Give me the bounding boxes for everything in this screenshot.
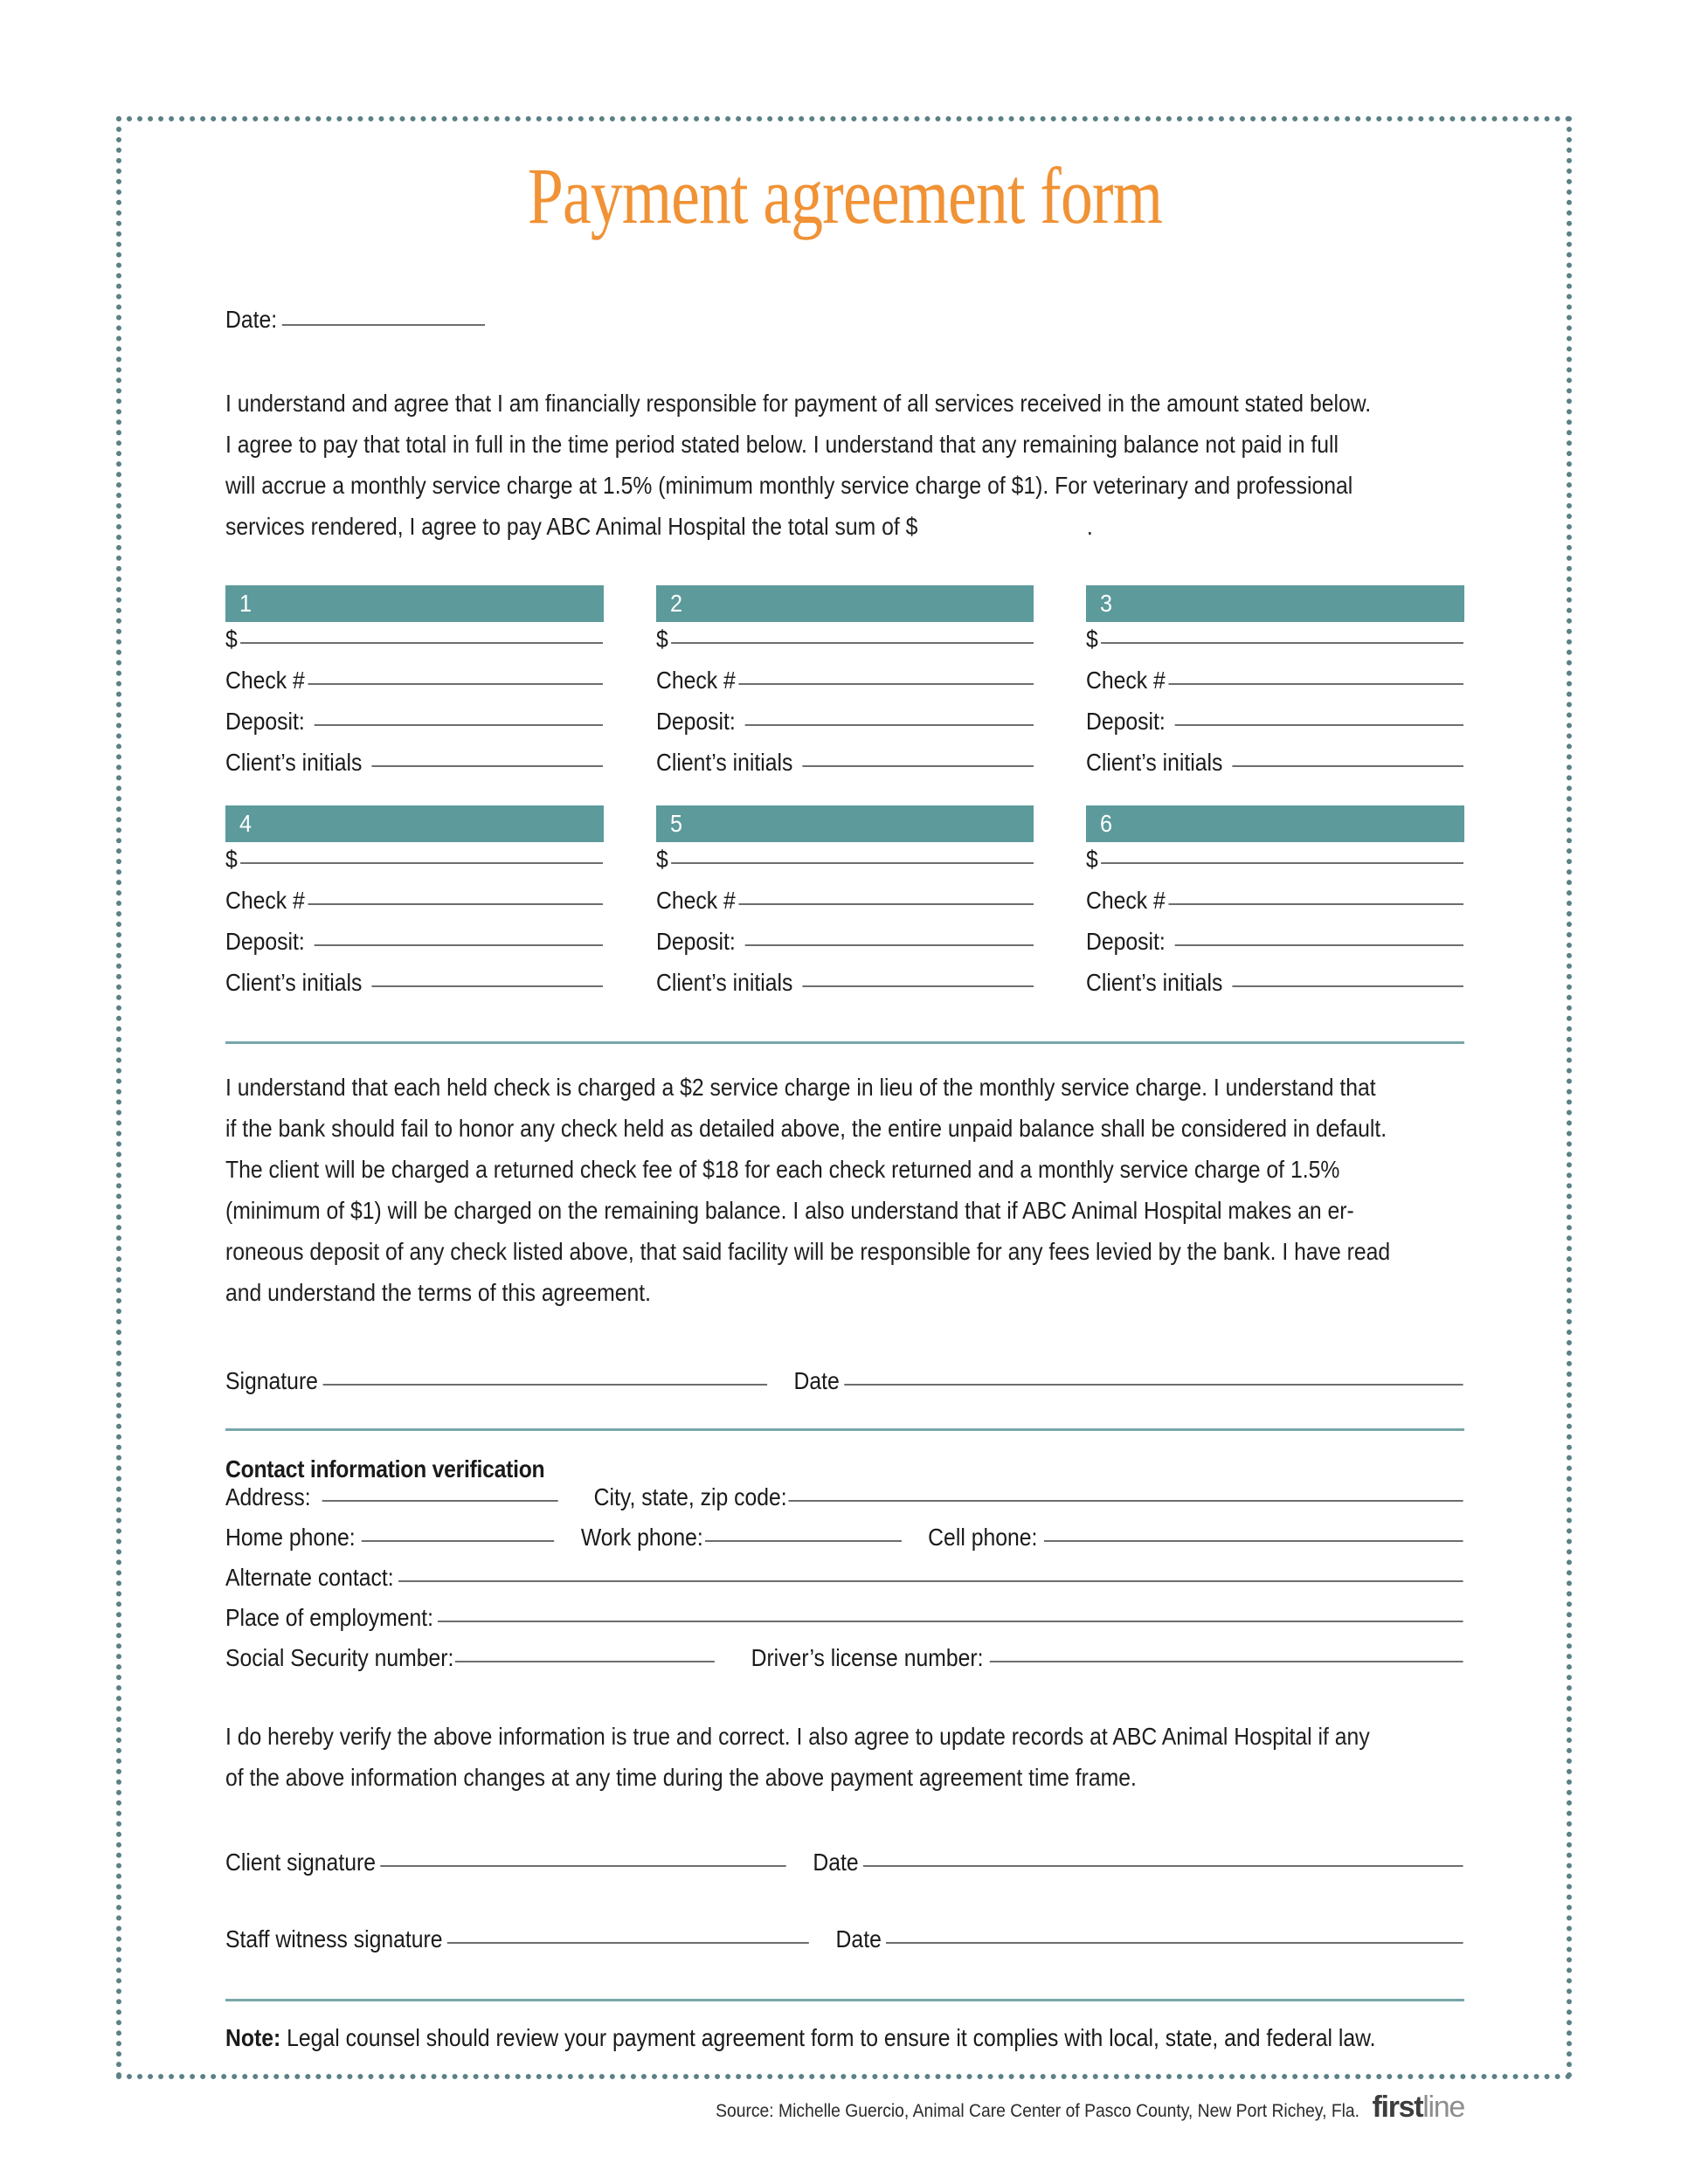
address-label: Address:: [225, 1483, 311, 1510]
deposit-label: Deposit:: [655, 708, 736, 735]
signature-row: [225, 1367, 1463, 1395]
intro-line-3: will accrue a monthly service charge at 1.5% (minimum monthly service charge of $1). For veterinary and professional: [225, 472, 1353, 499]
initials-input-line[interactable]: [1232, 765, 1463, 767]
client-signature-label: Client signature: [225, 1849, 376, 1876]
payment-block: [1086, 805, 1464, 1010]
intro-line-4-post: .: [1086, 513, 1093, 540]
initials-label: Client’s initials: [1086, 969, 1223, 996]
deposit-row: [225, 708, 603, 749]
deposit-input-line[interactable]: [315, 944, 604, 946]
place-of-employment-row: [225, 1604, 1463, 1644]
address-row: [225, 1483, 1463, 1524]
terms-line-5: roneous deposit of any check listed above, that said facility will be responsible for any fees levied by the bank. I have read: [225, 1238, 1391, 1265]
initials-label: Client’s initials: [655, 749, 793, 776]
verify-line-1: I do hereby verify the above information is true and correct. I also agree to update records at ABC Animal Hospital if any: [225, 1723, 1370, 1750]
firstline-logo: [1373, 2092, 1464, 2122]
deposit-input-line[interactable]: [744, 724, 1034, 726]
amount-input-line[interactable]: [1102, 862, 1464, 864]
payment-blocks-grid: [225, 585, 1464, 1010]
cell-phone-label: Cell phone:: [928, 1524, 1038, 1551]
payment-block-header: [656, 585, 1034, 622]
home-phone-label: Home phone:: [225, 1524, 356, 1551]
intro-paragraph: [225, 383, 1463, 547]
work-phone-input-line[interactable]: [705, 1540, 902, 1542]
initials-input-line[interactable]: [371, 985, 603, 987]
intro-line-4: [225, 506, 1463, 547]
alternate-contact-row: [225, 1564, 1463, 1604]
payment-block-header: [656, 805, 1034, 842]
terms-line-6: and understand the terms of this agreement.: [225, 1279, 652, 1306]
deposit-row: [1086, 928, 1463, 969]
signature-date-input-line[interactable]: [844, 1384, 1463, 1386]
check-number-label: Check #: [1086, 667, 1166, 694]
address-input-line[interactable]: [322, 1500, 557, 1502]
deposit-label: Deposit:: [1086, 708, 1166, 735]
drivers-license-label: Driver’s license number:: [751, 1644, 984, 1671]
work-phone-label: Work phone:: [580, 1524, 703, 1551]
terms-line-4: (minimum of $1) will be charged on the remaining balance. I also understand that if ABC Animal Hospital makes an er-: [225, 1197, 1354, 1224]
staff-witness-date-input-line[interactable]: [886, 1942, 1463, 1944]
initials-row: [1086, 749, 1463, 790]
client-date-input-line[interactable]: [863, 1865, 1463, 1867]
check-number-label: Check #: [655, 667, 736, 694]
deposit-row: [225, 928, 603, 969]
amount-input-line[interactable]: [240, 862, 603, 864]
legal-note-text: Legal counsel should review your payment agreement form to ensure it complies with local, state, and federal law.: [280, 2024, 1376, 2051]
payment-block-header: [225, 585, 604, 622]
staff-witness-date-label: Date: [835, 1925, 882, 1952]
payment-amount-row: [225, 846, 603, 887]
payment-block: [656, 805, 1034, 1010]
brand-first: first: [1372, 2091, 1423, 2124]
check-number-input-line[interactable]: [1169, 903, 1464, 905]
initials-row: [225, 969, 603, 1010]
payment-block-header: [1086, 585, 1464, 622]
payment-block-number: 6: [1100, 810, 1113, 837]
deposit-input-line[interactable]: [1175, 944, 1464, 946]
staff-witness-input-line[interactable]: [447, 1942, 809, 1944]
deposit-input-line[interactable]: [1175, 724, 1464, 726]
payment-block-header: [225, 805, 604, 842]
check-number-input-line[interactable]: [308, 903, 603, 905]
amount-label: $: [655, 625, 668, 653]
terms-line-2: if the bank should fail to honor any check held as detailed above, the entire unpaid balance shall be considered in default.: [225, 1115, 1387, 1142]
amount-input-line[interactable]: [240, 642, 603, 644]
client-signature-input-line[interactable]: [380, 1865, 785, 1867]
brand-line: line: [1422, 2091, 1464, 2124]
intro-line-2: I agree to pay that total in full in the time period stated below. I understand that any remaining balance not paid in full: [225, 431, 1339, 458]
date-label: Date:: [225, 306, 278, 333]
city-state-zip-input-line[interactable]: [788, 1500, 1463, 1502]
verify-line-2: of the above information changes at any time during the above payment agreement time frame.: [225, 1764, 1137, 1791]
check-number-row: [225, 667, 603, 708]
amount-label: $: [1086, 846, 1099, 873]
initials-label: Client’s initials: [655, 969, 793, 996]
deposit-label: Deposit:: [225, 708, 305, 735]
home-phone-input-line[interactable]: [362, 1540, 555, 1542]
grid-row-spacer: [225, 790, 604, 805]
page-title: Payment agreement form: [527, 151, 1163, 240]
initials-label: Client’s initials: [225, 749, 363, 776]
ssn-dl-row: [225, 1644, 1463, 1684]
client-signature-row: [225, 1849, 1463, 1876]
intro-line-1: I understand and agree that I am financially responsible for payment of all services received in the amount stated below.: [225, 390, 1372, 417]
payment-amount-row: [1086, 846, 1463, 887]
initials-input-line[interactable]: [802, 765, 1034, 767]
date-field-row: [225, 306, 1463, 334]
place-of-employment-input-line[interactable]: [438, 1621, 1463, 1622]
payment-block-number: 5: [669, 810, 682, 837]
check-number-row: [1086, 667, 1463, 708]
terms-line-3: The client will be charged a returned check fee of $18 for each check returned and a monthly service charge of 1.5%: [225, 1156, 1340, 1183]
document-content: [225, 131, 1464, 2124]
amount-label: $: [225, 625, 238, 653]
initials-row: [656, 969, 1034, 1010]
payment-block: [1086, 585, 1464, 790]
client-date-label: Date: [813, 1849, 859, 1876]
amount-label: $: [1086, 625, 1099, 653]
initials-input-line[interactable]: [1232, 985, 1463, 987]
deposit-row: [1086, 708, 1463, 749]
check-number-row: [656, 667, 1034, 708]
contact-section-heading: Contact information verification: [225, 1455, 545, 1482]
source-attribution: Source: Michelle Guercio, Animal Care Center of Pasco County, New Port Richey, Fla.: [716, 2101, 1360, 2121]
staff-witness-signature-label: Staff witness signature: [225, 1925, 443, 1952]
deposit-label: Deposit:: [655, 928, 736, 955]
social-security-number-label: Social Security number:: [225, 1644, 454, 1671]
deposit-label: Deposit:: [225, 928, 305, 955]
check-number-row: [1086, 887, 1463, 928]
social-security-number-input-line[interactable]: [455, 1661, 715, 1662]
payment-block-number: 3: [1100, 590, 1113, 617]
check-number-label: Check #: [655, 887, 736, 914]
payment-amount-row: [656, 846, 1034, 887]
amount-label: $: [225, 846, 238, 873]
signature-date-label: Date: [793, 1367, 840, 1394]
payment-block: [225, 805, 604, 1010]
deposit-input-line[interactable]: [744, 944, 1034, 946]
terms-paragraph: [225, 1067, 1463, 1313]
drivers-license-input-line[interactable]: [990, 1661, 1463, 1662]
divider-before-contact: [225, 1428, 1464, 1431]
deposit-input-line[interactable]: [315, 724, 604, 726]
amount-input-line[interactable]: [671, 862, 1034, 864]
initials-row: [1086, 969, 1463, 1010]
check-number-input-line[interactable]: [738, 903, 1034, 905]
divider-after-blocks: [225, 1041, 1464, 1044]
verification-paragraph: [225, 1716, 1463, 1798]
check-number-row: [225, 887, 603, 928]
check-number-label: Check #: [225, 667, 305, 694]
check-number-input-line[interactable]: [308, 683, 603, 685]
payment-block-number: 2: [669, 590, 682, 617]
payment-amount-row: [225, 625, 603, 667]
grid-row-spacer: [656, 790, 1034, 805]
initials-label: Client’s initials: [225, 969, 363, 996]
cell-phone-input-line[interactable]: [1044, 1540, 1463, 1542]
initials-input-line[interactable]: [802, 985, 1034, 987]
check-number-label: Check #: [1086, 887, 1166, 914]
place-of-employment-label: Place of employment:: [225, 1604, 433, 1631]
payment-amount-row: [1086, 625, 1463, 667]
payment-amount-row: [656, 625, 1034, 667]
initials-row: [225, 749, 603, 790]
check-number-row: [656, 887, 1034, 928]
intro-line-4-pre: services rendered, I agree to pay ABC Animal Hospital the total sum of $: [225, 513, 918, 540]
divider-before-note: [225, 1999, 1464, 2001]
alternate-contact-input-line[interactable]: [398, 1580, 1463, 1582]
grid-row-spacer: [1086, 790, 1464, 805]
payment-block: [225, 585, 604, 790]
date-blank-line[interactable]: [282, 323, 485, 326]
phones-row: [225, 1524, 1463, 1564]
check-number-input-line[interactable]: [1169, 683, 1464, 685]
amount-label: $: [655, 846, 668, 873]
terms-line-1: I understand that each held check is charged a $2 service charge in lieu of the monthly service charge. I understand that: [225, 1074, 1376, 1101]
signature-input-line[interactable]: [322, 1384, 766, 1386]
legal-note: [225, 2024, 1463, 2052]
amount-input-line[interactable]: [1102, 642, 1464, 644]
footer-row: [225, 2092, 1464, 2122]
signature-label: Signature: [225, 1367, 318, 1394]
initials-label: Client’s initials: [1086, 749, 1223, 776]
staff-witness-signature-row: [225, 1925, 1463, 1953]
amount-input-line[interactable]: [671, 642, 1034, 644]
payment-block-number: 4: [239, 810, 253, 837]
payment-block-number: 1: [239, 590, 253, 617]
deposit-label: Deposit:: [1086, 928, 1166, 955]
deposit-row: [656, 928, 1034, 969]
check-number-label: Check #: [225, 887, 305, 914]
payment-block-header: [1086, 805, 1464, 842]
deposit-row: [656, 708, 1034, 749]
city-state-zip-label: City, state, zip code:: [593, 1483, 787, 1510]
payment-block: [656, 585, 1034, 790]
initials-row: [656, 749, 1034, 790]
legal-note-prefix: Note:: [225, 2024, 281, 2051]
alternate-contact-label: Alternate contact:: [225, 1564, 394, 1591]
initials-input-line[interactable]: [371, 765, 603, 767]
check-number-input-line[interactable]: [738, 683, 1034, 685]
